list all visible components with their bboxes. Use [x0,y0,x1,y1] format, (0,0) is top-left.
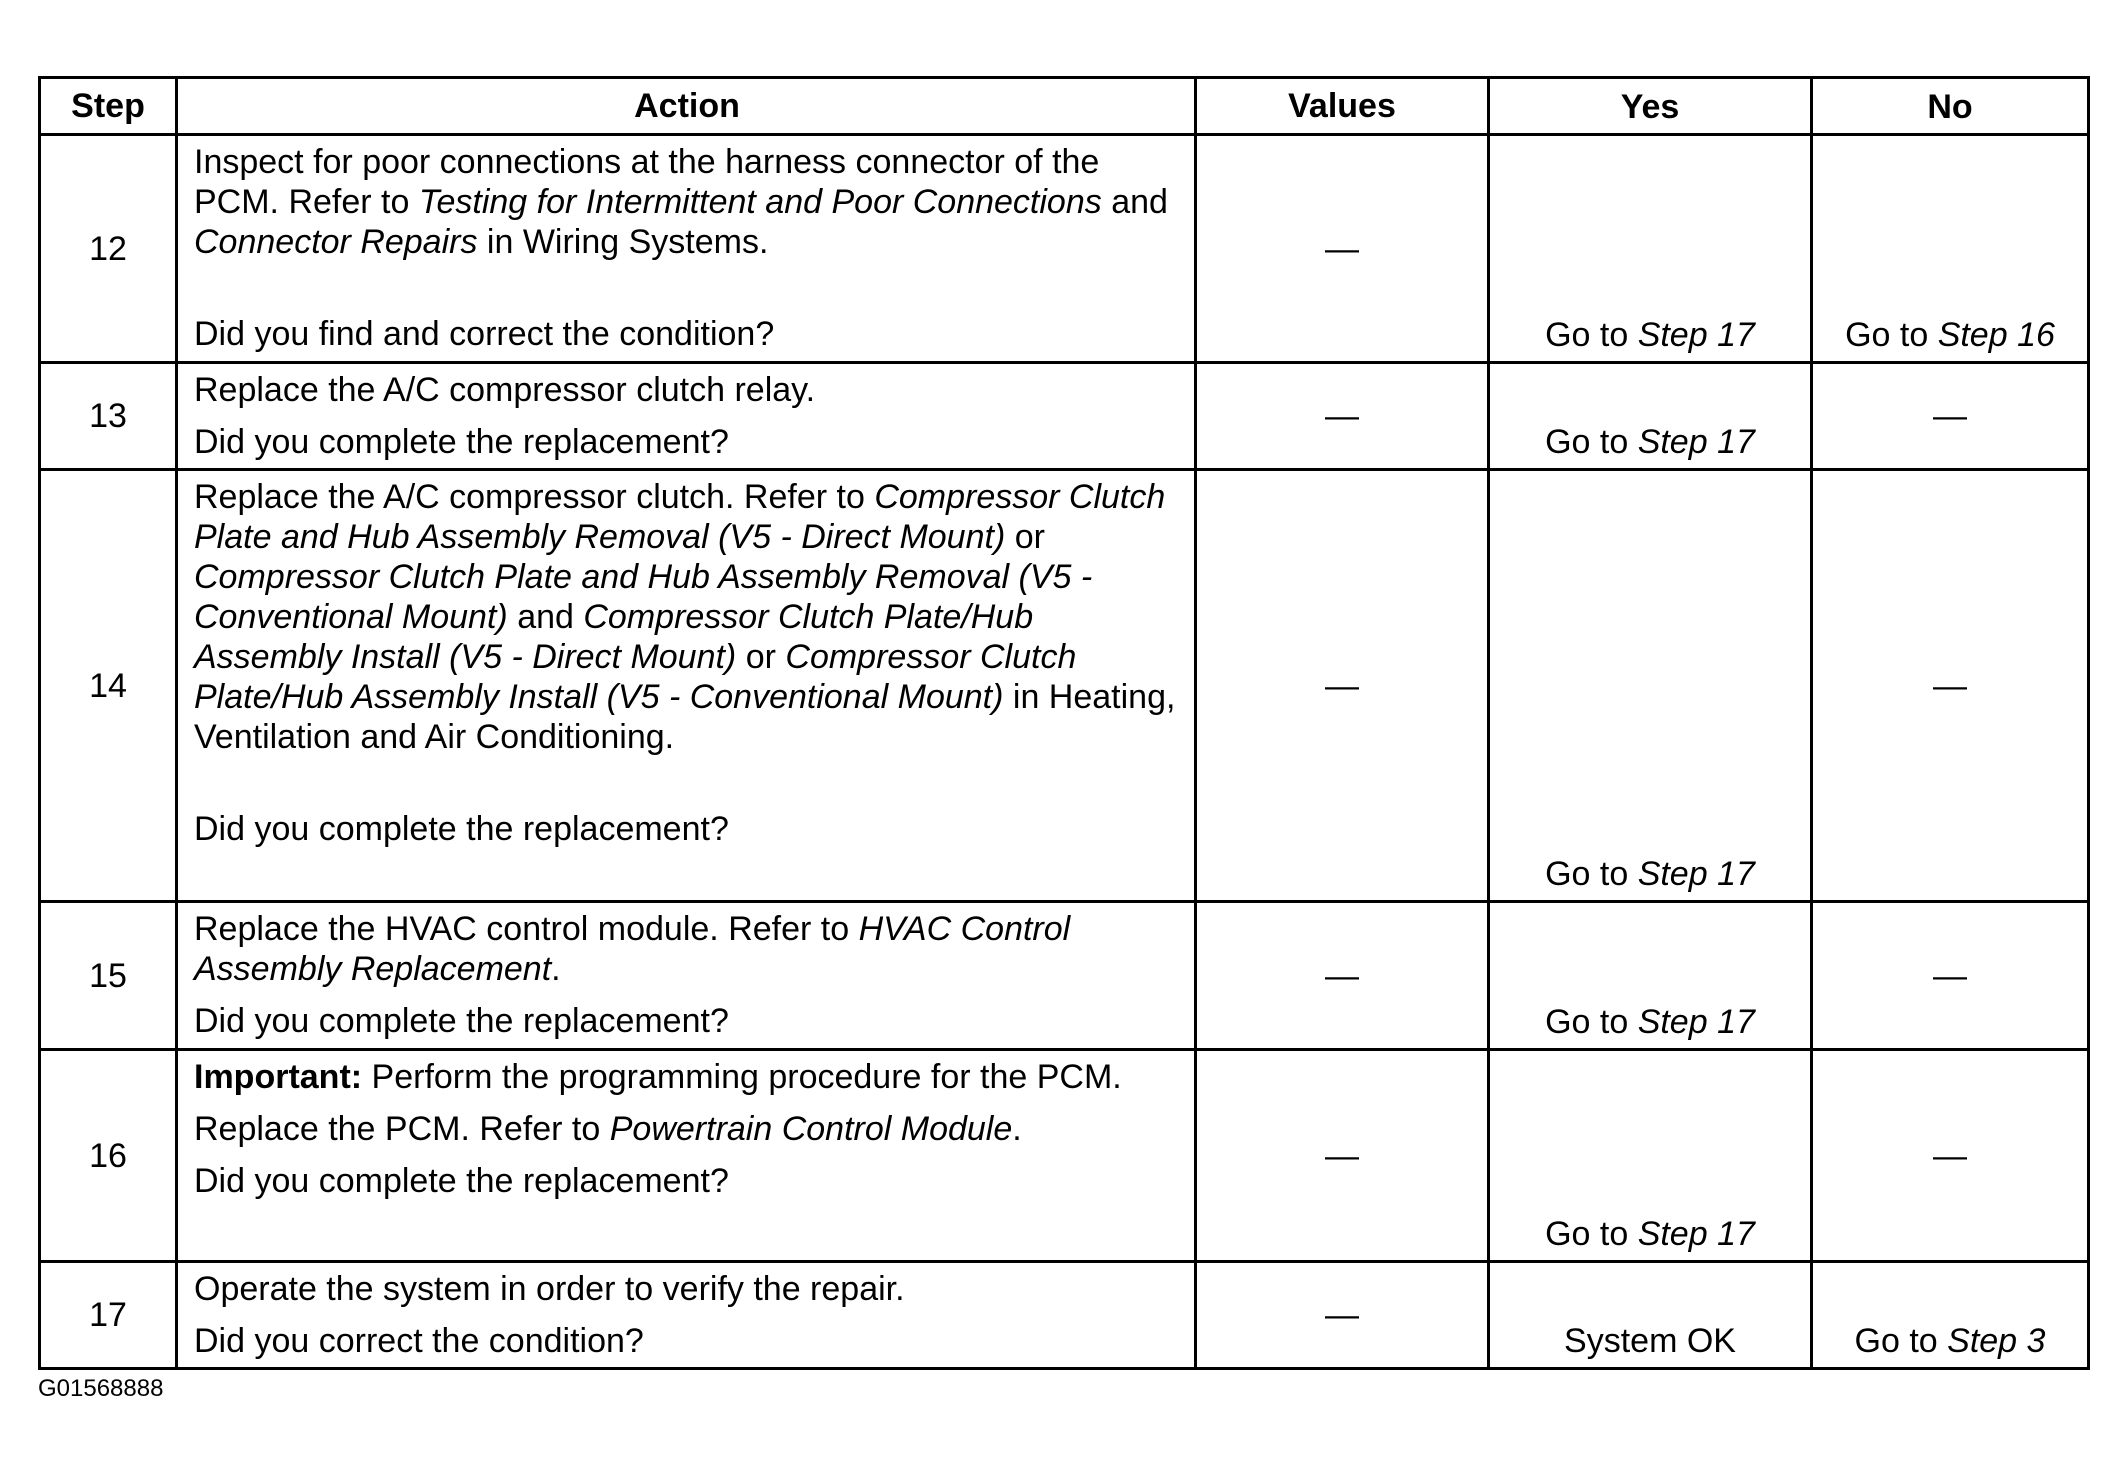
step-number: 15 [40,902,177,1050]
reference-link: Compressor Clutch Plate/Hub Assembly Install (V5 - Direct Mount) [194,598,1034,676]
go-to-text: Go to [1545,316,1638,354]
header-no: No [1812,78,2089,135]
action-cell [177,1262,1196,1369]
reference-link: Connector Repairs [194,223,478,261]
action-text-run: and [1101,183,1168,221]
reference-link: HVAC Control Assembly Replacement [194,910,1071,988]
header-values: Values [1196,78,1489,135]
yes-cell [1489,470,1812,902]
yes-cell [1489,902,1812,1050]
yes-cell: System OK [1489,1262,1812,1369]
figure-id: G01568888 [38,1375,164,1402]
action-text-run: Replace the A/C compressor clutch relay. [194,371,816,409]
no-step-link: Step 3 [1947,1322,2046,1360]
yes-cell [1489,363,1812,470]
action-text [194,1269,1180,1309]
go-to-text: Go to [1854,1322,1948,1360]
step-number: 17 [40,1262,177,1369]
go-to-text: Go to [1545,1215,1638,1253]
yes-step-link: Step 17 [1637,423,1755,461]
action-cell [177,363,1196,470]
action-text-run: Operate the system in order to verify the repair. [194,1270,905,1308]
go-to-text: Go to [1845,316,1938,354]
step-number: 14 [40,470,177,902]
no-cell: — [1812,363,2089,470]
action-question: Did you complete the replacement? [194,423,729,461]
action-text-run: or [1005,518,1045,556]
action-text-run: Replace the PCM. Refer to [194,1110,610,1148]
action-cell [177,135,1196,363]
action-text-run: Inspect for poor connections at the harness connector of the PCM. Refer to [194,143,1100,221]
yes-step-link: Step 17 [1637,316,1755,354]
no-cell: — [1812,902,2089,1050]
action-text [194,142,1180,262]
action-text-run: . [551,950,561,988]
step-number: 16 [40,1050,177,1262]
action-question: Did you complete the replacement? [194,1162,729,1200]
reference-link: Compressor Clutch Plate/Hub Assembly Install (V5 - Conventional Mount) [194,638,1077,716]
yes-cell [1489,135,1812,363]
yes-step-link: Step 17 [1637,1003,1755,1041]
action-question: Did you find and correct the condition? [194,315,775,353]
important-text: Perform the programming procedure for the PCM. [362,1058,1122,1096]
reference-link: Compressor Clutch Plate and Hub Assembly Removal (V5 - Conventional Mount) [194,558,1093,636]
header-row [40,78,2089,135]
action-text-run: Replace the HVAC control module. Refer to [194,910,859,948]
action-text [194,370,1180,410]
action-question: Did you complete the replacement? [194,1002,729,1040]
action-text-run: or [736,638,786,676]
step-number: 13 [40,363,177,470]
values-cell: — [1196,363,1489,470]
no-cell: — [1812,1050,2089,1262]
action-text-run: and [507,598,584,636]
important-label: Important: [194,1058,363,1096]
action-text-run: . [1012,1110,1022,1148]
action-text-run: in Wiring Systems. [477,223,769,261]
go-to-text: Go to [1545,423,1638,461]
go-to-text: Go to [1545,855,1638,893]
action-cell [177,470,1196,902]
action-text [194,1109,1180,1149]
table-row [40,902,2089,1050]
values-cell: — [1196,1262,1489,1369]
no-step-link: Step 16 [1937,316,2055,354]
action-question: Did you correct the condition? [194,1322,644,1360]
no-cell [1812,1262,2089,1369]
important-note [194,1057,1180,1097]
header-yes: Yes [1489,78,1812,135]
table-row [40,1050,2089,1262]
table-row [40,470,2089,902]
values-cell: — [1196,1050,1489,1262]
action-text-run: in Heating, Ventilation and Air Conditioning. [194,678,1176,756]
reference-link: Powertrain Control Module [609,1110,1013,1148]
yes-cell [1489,1050,1812,1262]
header-action: Action [177,78,1196,135]
header-step: Step [40,78,177,135]
no-cell [1812,135,2089,363]
values-cell: — [1196,470,1489,902]
step-number: 12 [40,135,177,363]
yes-step-link: Step 17 [1637,1215,1755,1253]
action-text-run: Replace the A/C compressor clutch. Refer to [194,478,875,516]
reference-link: Compressor Clutch Plate and Hub Assembly Removal (V5 - Direct Mount) [194,478,1166,556]
action-cell [177,902,1196,1050]
reference-link: Testing for Intermittent and Poor Connections [418,183,1102,221]
action-text [194,909,1180,989]
values-cell: — [1196,135,1489,363]
values-cell: — [1196,902,1489,1050]
table-row [40,363,2089,470]
action-text [194,477,1180,757]
action-question: Did you complete the replacement? [194,810,729,848]
table-row [40,135,2089,363]
table-row [40,1262,2089,1369]
yes-step-link: Step 17 [1637,855,1755,893]
no-cell: — [1812,470,2089,902]
action-cell [177,1050,1196,1262]
diagnostic-table [38,76,2090,1370]
go-to-text: Go to [1545,1003,1638,1041]
